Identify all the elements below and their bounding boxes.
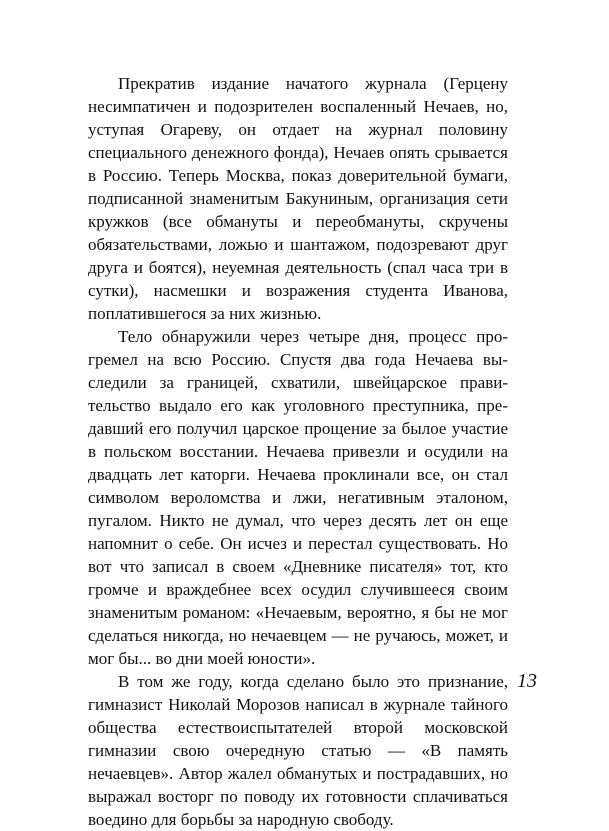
page-number: 13: [517, 670, 537, 692]
paragraph-2: Тело обнаружили через четыре дня, процесс прогремел на всю Россию. Спустя два года Нечаева выследили за границей, схватили, швейцарское правительство выдало его как уголовного преступника, предавший его получил царское прощение за былое участие в польском восстании. Нечаева привезли и осудили на двадцать лет каторги. Нечаева проклинали все, он стал символом вероломства и лжи, негативным эталоном, пугалом. Никто не думал, что через десять лет он еще напомнит о себе. Он исчез и перестал существовать. Но вот что записал в своем «Дневнике писателя» тот, кто громче и враждебнее всех осудил случившееся своим знаменитым романом: «Нечаевым, вероятно, я бы не мог сделаться никогда, но нечаевцем — не ручаюсь, может, и мог бы... во дни моей юности».: [88, 327, 508, 668]
paragraph-3: В том же году, когда сделано было это признание, гимназист Николай Морозов написал в журнале тайного общества естествоиспытателей второй московской гимназии свою очередную статью — «В память нечаевцев». Автор жалел обманутых и пострадавших, но выражал восторг по поводу их готовности сплачиваться воедино для борьбы за народную свободу.: [88, 672, 508, 829]
body-text: [88, 72, 508, 831]
paragraph-1: Прекратив издание начатого журнала (Герцену несимпатичен и подозрителен воспаленный Нечаев, но, уступая Огареву, он отдает на журнал половину специального денежного фонда), Нечаев опять срывается в Россию. Теперь Москва, показ доверительной бумаги, подписанной знаменитым Бакуниным, организация сети кружков (все обмануты и переобмануты, скручены обязательствами, ложью и шантажом, подозревают друг друга и боятся), неуемная деятельность (спал часа три в сутки), насмешки и возражения студента Иванова, поплатившегося за них жизнью.: [88, 74, 508, 323]
